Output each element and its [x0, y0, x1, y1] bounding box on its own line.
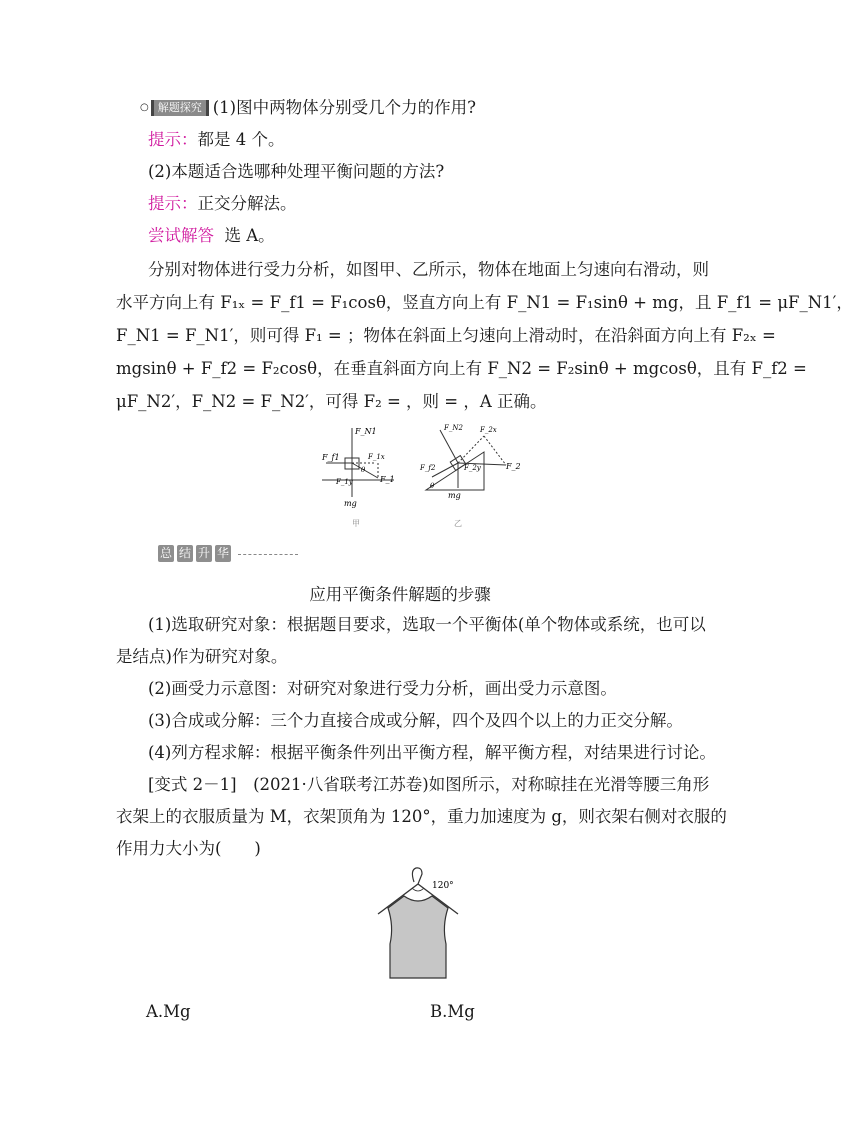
divider	[238, 554, 298, 555]
answer-line: 尝试解答 选 A。	[148, 226, 275, 245]
label-f2x: F_2x	[480, 426, 497, 434]
para-line-3: F_N1 = F_N1′，则可得 F₁ = ；物体在斜面上匀速向上滑动时，在沿斜面方向上有 F₂ₓ =	[116, 326, 776, 345]
variant-line-3: 作用力大小为( )	[116, 839, 261, 858]
shirt-icon	[388, 896, 448, 978]
step-line-5: (4)列方程求解：根据平衡条件列出平衡方程，解平衡方程，对结果进行讨论。	[148, 743, 716, 762]
force-arrow-ff2	[432, 463, 458, 477]
step-line-2: 是结点)作为研究对象。	[116, 647, 288, 666]
option-a[interactable]: A.Mg	[146, 1002, 191, 1021]
variant-line-1: [变式 2－1] (2021·八省联考江苏卷)如图所示，对称晾挂在光滑等腰三角形	[148, 775, 710, 794]
label-ff1: F_f1	[322, 453, 340, 462]
hanger-figure	[370, 866, 480, 986]
step-line-4: (3)合成或分解：三个力直接合成或分解，四个及四个以上的力正交分解。	[148, 711, 683, 730]
option-b[interactable]: B.Mg	[430, 1002, 475, 1021]
force-diagram-yi	[418, 420, 521, 532]
label-f2y: F_2y	[464, 464, 481, 472]
label-fn2: F_N2	[444, 424, 463, 432]
force-arrow-fn2	[440, 430, 458, 463]
label-f1y: F_1y	[336, 478, 353, 486]
label-mg: mg	[448, 491, 461, 500]
question-1: ○ 解题探究 (1)图中两物体分别受几个力的作用?	[140, 98, 476, 117]
hook-icon	[412, 868, 422, 884]
label-theta: θ	[430, 482, 435, 490]
summary-tag: 总 结 升 华	[159, 546, 229, 560]
step-line-3: (2)画受力示意图：对研究对象进行受力分析，画出受力示意图。	[148, 679, 617, 698]
section-tag: 解题探究	[151, 100, 209, 116]
caption-jia: 甲	[352, 519, 360, 528]
summary-title: 应用平衡条件解题的步骤	[309, 585, 491, 604]
label-f2: F_2	[506, 462, 521, 471]
component-f2x	[458, 436, 484, 463]
question-2: (2)本题适合选哪种处理平衡问题的方法?	[148, 162, 445, 181]
angle-arc	[412, 888, 424, 891]
para-line-4: mgsinθ + F_f2 = F₂cosθ，在垂直斜面方向上有 F_N2 = F₂sinθ + mgcosθ，且有 F_f2 =	[116, 359, 807, 378]
component-link	[484, 436, 506, 465]
angle-label: 120°	[432, 881, 454, 891]
para-line-5: μF_N2′，F_N2 = F_N2′，可得 F₂ = ，则 = ，A 正确。	[116, 392, 547, 411]
variant-line-2: 衣架上的衣服质量为 M，衣架顶角为 120°，重力加速度为 g，则衣架右侧对衣服的	[116, 807, 727, 826]
label-fn1: F_N1	[355, 427, 377, 436]
label-f1x: F_1x	[368, 453, 385, 461]
para-line-1: 分别对物体进行受力分析，如图甲、乙所示，物体在地面上匀速向右滑动，则	[148, 260, 709, 279]
step-line-1: (1)选取研究对象：根据题目要求，选取一个平衡体(单个物体或系统，也可以	[148, 615, 706, 634]
bullet-circle-icon: ○	[140, 102, 149, 113]
hint-2: 提示：正交分解法。	[148, 194, 297, 213]
hint-1: 提示：都是 4 个。	[148, 130, 285, 149]
label-ff2: F_f2	[420, 464, 436, 472]
force-diagram-jia	[318, 422, 398, 532]
label-f1: F_1	[380, 475, 395, 484]
label-mg: mg	[344, 499, 357, 508]
label-theta: θ	[361, 466, 366, 474]
para-line-2: 水平方向上有 F₁ₓ = F_f1 = F₁cosθ，竖直方向上有 F_N1 = F₁sinθ + mg，且 F_f1 = μF_N1′，	[116, 293, 853, 312]
caption-yi: 乙	[454, 519, 462, 528]
